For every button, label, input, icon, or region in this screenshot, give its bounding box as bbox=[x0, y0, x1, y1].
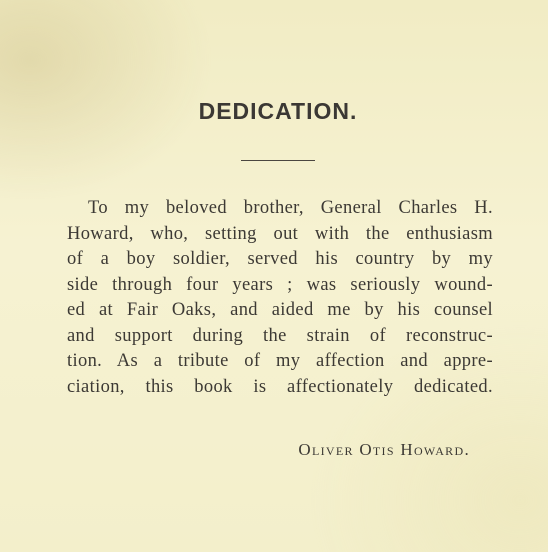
dedication-line: side through four years ; was seriously wound- bbox=[67, 274, 493, 295]
author-signature: Oliver Otis Howard. bbox=[298, 440, 470, 459]
dedication-line: To my beloved brother, General Charles H. bbox=[88, 198, 493, 218]
dedication-line: Howard, who, setting out with the enthusiasm bbox=[67, 223, 493, 244]
dedication-line: and support during the strain of reconstruc- bbox=[67, 325, 493, 346]
title-divider bbox=[241, 160, 315, 161]
dedication-line: ciation, this book is affectionately dedicated. bbox=[67, 376, 493, 397]
dedication-line: of a boy soldier, served his country by my bbox=[67, 249, 493, 269]
dedication-line: ed at Fair Oaks, and aided me by his counsel bbox=[67, 300, 493, 320]
page-title: DEDICATION. bbox=[198, 98, 358, 124]
dedication-line: tion. As a tribute of my affection and appre- bbox=[67, 351, 493, 371]
dedication-paragraph bbox=[67, 196, 493, 400]
